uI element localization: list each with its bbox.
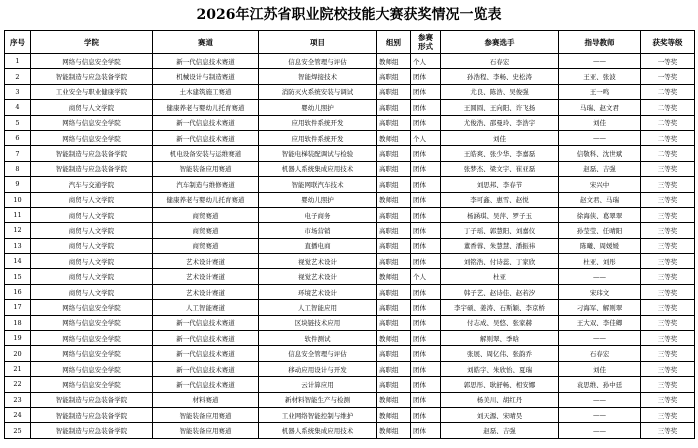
cell-project: 云计算应用 (259, 377, 377, 392)
cell-format: 团体 (411, 377, 441, 392)
cell-format: 团体 (411, 407, 441, 422)
table-row (5, 161, 695, 176)
cell-group: 教师组 (377, 407, 411, 422)
cell-group: 高职组 (377, 361, 411, 376)
cell-contestants: 杜亚 (441, 269, 559, 284)
cell-index: 14 (5, 254, 31, 269)
cell-award: 二等奖 (641, 130, 695, 145)
cell-group: 高职组 (377, 69, 411, 84)
cell-instructors: 赵文君、马瑞 (559, 192, 641, 207)
cell-instructors: 王一鸣 (559, 84, 641, 99)
cell-project: 新材料智能生产与检测 (259, 392, 377, 407)
cell-project: 直播电商 (259, 238, 377, 253)
cell-format: 团体 (411, 84, 441, 99)
cell-instructors: 宋玮文 (559, 284, 641, 299)
cell-contestants: 尤良、陈浩、吴俊强 (441, 84, 559, 99)
cell-index: 1 (5, 54, 31, 69)
cell-award: 二等奖 (641, 115, 695, 130)
table-row (5, 84, 695, 99)
table-row (5, 346, 695, 361)
cell-track: 汽车制造与维修赛道 (153, 177, 259, 192)
cell-instructors: —— (559, 54, 641, 69)
cell-project: 智能焊接技术 (259, 69, 377, 84)
cell-track: 新一代信息技术赛道 (153, 115, 259, 130)
cell-format: 团体 (411, 284, 441, 299)
cell-award: 三等奖 (641, 392, 695, 407)
cell-contestants: 孙浩程、李畅、史松涛 (441, 69, 559, 84)
cell-contestants: 刘皓宇、朱欣怡、夏瑞 (441, 361, 559, 376)
table-row (5, 284, 695, 299)
cell-track: 智能装备应用赛道 (153, 161, 259, 176)
table-row (5, 192, 695, 207)
cell-track: 健康养老与婴幼儿托育赛道 (153, 100, 259, 115)
cell-college: 网络与信息安全学院 (31, 361, 153, 376)
cell-index: 10 (5, 192, 31, 207)
cell-award: 二等奖 (641, 100, 695, 115)
cell-instructors: 刘佳 (559, 361, 641, 376)
cell-index: 9 (5, 177, 31, 192)
cell-format: 团体 (411, 161, 441, 176)
cell-award: 三等奖 (641, 177, 695, 192)
cell-college: 网络与信息安全学院 (31, 54, 153, 69)
cell-award: 三等奖 (641, 238, 695, 253)
cell-instructors: 袁思维、孙中廷 (559, 377, 641, 392)
cell-group: 高职组 (377, 284, 411, 299)
cell-track: 新一代信息技术赛道 (153, 377, 259, 392)
cell-contestants: 杨美川、胡红丹 (441, 392, 559, 407)
table-row (5, 130, 695, 145)
cell-group: 教师组 (377, 423, 411, 438)
cell-college: 网络与信息安全学院 (31, 331, 153, 346)
cell-track: 机电设备安装与运维赛道 (153, 146, 259, 161)
table-row (5, 207, 695, 222)
cell-instructors: 杜亚、刘彤 (559, 254, 641, 269)
header-instructors: 指导教师 (559, 31, 641, 54)
header-track: 赛道 (153, 31, 259, 54)
cell-college: 网络与信息安全学院 (31, 300, 153, 315)
cell-contestants: 张展、周亿伟、张韵乔 (441, 346, 559, 361)
cell-project: 应用软件系统开发 (259, 130, 377, 145)
cell-college: 商贸与人文学院 (31, 100, 153, 115)
cell-index: 11 (5, 207, 31, 222)
cell-group: 高职组 (377, 207, 411, 222)
cell-instructors: 孙莹莹、任晴阳 (559, 223, 641, 238)
cell-award: 三等奖 (641, 284, 695, 299)
cell-index: 7 (5, 146, 31, 161)
cell-format: 团体 (411, 146, 441, 161)
cell-college: 网络与信息安全学院 (31, 346, 153, 361)
cell-project: 智能网联汽车技术 (259, 177, 377, 192)
cell-index: 4 (5, 100, 31, 115)
cell-project: 软件测试 (259, 331, 377, 346)
cell-contestants: 付志成、吴悠、张家赫 (441, 315, 559, 330)
cell-award: 三等奖 (641, 346, 695, 361)
table-row (5, 300, 695, 315)
cell-project: 移动应用设计与开发 (259, 361, 377, 376)
cell-instructors: 信敬科、沈世斌 (559, 146, 641, 161)
cell-group: 高职组 (377, 377, 411, 392)
cell-index: 22 (5, 377, 31, 392)
cell-award: 三等奖 (641, 377, 695, 392)
cell-college: 网络与信息安全学院 (31, 115, 153, 130)
cell-track: 智能装备应用赛道 (153, 407, 259, 422)
cell-instructors: 马瑞、赵文君 (559, 100, 641, 115)
cell-instructors: 赵磊、吉强 (559, 161, 641, 176)
cell-project: 应用软件系统开发 (259, 115, 377, 130)
cell-group: 高职组 (377, 238, 411, 253)
cell-college: 商贸与人文学院 (31, 238, 153, 253)
cell-contestants: 石春宏 (441, 54, 559, 69)
cell-track: 人工智能赛道 (153, 300, 259, 315)
cell-award: 三等奖 (641, 192, 695, 207)
cell-instructors: 刁海军、解则翠 (559, 300, 641, 315)
cell-track: 健康养老与婴幼儿托育赛道 (153, 192, 259, 207)
table-row (5, 100, 695, 115)
cell-contestants: 解则翠、季晗 (441, 331, 559, 346)
cell-project: 信息安全管理与评估 (259, 54, 377, 69)
cell-college: 工业安全与职业健康学院 (31, 84, 153, 99)
cell-instructors: —— (559, 331, 641, 346)
table-row (5, 361, 695, 376)
cell-project: 视觉艺术设计 (259, 269, 377, 284)
cell-format: 团体 (411, 300, 441, 315)
cell-college: 智能制造与应急装备学院 (31, 407, 153, 422)
cell-project: 视觉艺术设计 (259, 254, 377, 269)
cell-college: 商贸与人文学院 (31, 192, 153, 207)
cell-track: 新一代信息技术赛道 (153, 54, 259, 69)
table-row (5, 223, 695, 238)
cell-format: 个人 (411, 269, 441, 284)
cell-contestants: 刘铭浩、付诗蕊、丁家欣 (441, 254, 559, 269)
cell-project: 区块链技术应用 (259, 315, 377, 330)
header-index: 序号 (5, 31, 31, 54)
cell-college: 网络与信息安全学院 (31, 377, 153, 392)
cell-format: 团体 (411, 223, 441, 238)
cell-instructors: 王大双、李佳卿 (559, 315, 641, 330)
cell-group: 教师组 (377, 130, 411, 145)
cell-award: 二等奖 (641, 84, 695, 99)
cell-group: 高职组 (377, 346, 411, 361)
cell-group: 教师组 (377, 331, 411, 346)
cell-college: 商贸与人文学院 (31, 207, 153, 222)
header-group: 组别 (377, 31, 411, 54)
cell-college: 智能制造与应急装备学院 (31, 161, 153, 176)
cell-index: 23 (5, 392, 31, 407)
cell-college: 智能制造与应急装备学院 (31, 423, 153, 438)
cell-track: 商贸赛道 (153, 207, 259, 222)
cell-index: 21 (5, 361, 31, 376)
cell-contestants: 李可鑫、惠雪、赵悦 (441, 192, 559, 207)
cell-index: 8 (5, 161, 31, 176)
cell-award: 一等奖 (641, 69, 695, 84)
cell-contestants: 王圆圆、王向阳、许飞扬 (441, 100, 559, 115)
cell-college: 智能制造与应急装备学院 (31, 69, 153, 84)
cell-instructors: 徐海侠、葛翠翠 (559, 207, 641, 222)
cell-contestants: 韩子艺、赵诗佳、赵若汐 (441, 284, 559, 299)
cell-college: 商贸与人文学院 (31, 284, 153, 299)
cell-award: 三等奖 (641, 315, 695, 330)
cell-group: 高职组 (377, 177, 411, 192)
cell-contestants: 赵磊、吉强 (441, 423, 559, 438)
cell-track: 艺术设计赛道 (153, 284, 259, 299)
cell-group: 高职组 (377, 146, 411, 161)
cell-track: 艺术设计赛道 (153, 254, 259, 269)
cell-group: 高职组 (377, 315, 411, 330)
cell-project: 婴幼儿照护 (259, 192, 377, 207)
cell-index: 16 (5, 284, 31, 299)
cell-project: 市场营销 (259, 223, 377, 238)
cell-format: 团体 (411, 207, 441, 222)
cell-college: 网络与信息安全学院 (31, 315, 153, 330)
cell-format: 团体 (411, 100, 441, 115)
cell-index: 24 (5, 407, 31, 422)
cell-format: 团体 (411, 238, 441, 253)
cell-format: 个人 (411, 130, 441, 145)
cell-format: 团体 (411, 254, 441, 269)
cell-project: 电子商务 (259, 207, 377, 222)
table-row (5, 177, 695, 192)
cell-college: 商贸与人文学院 (31, 269, 153, 284)
cell-contestants: 董香蓉、朱慧慧、潘振祎 (441, 238, 559, 253)
cell-group: 高职组 (377, 100, 411, 115)
cell-instructors: 王亚、张波 (559, 69, 641, 84)
cell-college: 智能制造与应急装备学院 (31, 392, 153, 407)
cell-contestants: 尤俊浩、邵曼玲、李浩宇 (441, 115, 559, 130)
table-row (5, 115, 695, 130)
cell-award: 二等奖 (641, 146, 695, 161)
cell-award: 三等奖 (641, 423, 695, 438)
cell-contestants: 王皓爽、张少华、李嘉磊 (441, 146, 559, 161)
cell-track: 新一代信息技术赛道 (153, 331, 259, 346)
table-row (5, 146, 695, 161)
cell-index: 19 (5, 331, 31, 346)
cell-index: 2 (5, 69, 31, 84)
cell-group: 高职组 (377, 115, 411, 130)
cell-award: 三等奖 (641, 207, 695, 222)
cell-award: 三等奖 (641, 254, 695, 269)
cell-track: 土木建筑施工赛道 (153, 84, 259, 99)
cell-format: 团体 (411, 346, 441, 361)
cell-group: 教师组 (377, 269, 411, 284)
header-contestants: 参赛选手 (441, 31, 559, 54)
table-row (5, 331, 695, 346)
cell-index: 3 (5, 84, 31, 99)
cell-index: 5 (5, 115, 31, 130)
cell-award: 三等奖 (641, 407, 695, 422)
cell-track: 艺术设计赛道 (153, 269, 259, 284)
cell-track: 机械设计与制造赛道 (153, 69, 259, 84)
cell-instructors: —— (559, 269, 641, 284)
cell-track: 新一代信息技术赛道 (153, 346, 259, 361)
cell-award: 三等奖 (641, 331, 695, 346)
cell-format: 个人 (411, 54, 441, 69)
table-row (5, 407, 695, 422)
cell-instructors: —— (559, 130, 641, 145)
cell-group: 教师组 (377, 192, 411, 207)
cell-award: 三等奖 (641, 300, 695, 315)
cell-contestants: 张梦杰、梁文宇、崔亚磊 (441, 161, 559, 176)
cell-index: 13 (5, 238, 31, 253)
header-college: 学院 (31, 31, 153, 54)
table-row (5, 269, 695, 284)
cell-format: 团体 (411, 115, 441, 130)
cell-index: 12 (5, 223, 31, 238)
cell-college: 商贸与人文学院 (31, 254, 153, 269)
cell-group: 教师组 (377, 54, 411, 69)
cell-format: 团体 (411, 392, 441, 407)
cell-contestants: 丁子瑶、郭慧阳、刘嘉仪 (441, 223, 559, 238)
cell-format: 团体 (411, 423, 441, 438)
cell-group: 高职组 (377, 254, 411, 269)
cell-group: 高职组 (377, 84, 411, 99)
cell-instructors: —— (559, 423, 641, 438)
cell-index: 20 (5, 346, 31, 361)
cell-track: 新一代信息技术赛道 (153, 130, 259, 145)
header-award: 获奖等级 (641, 31, 695, 54)
awards-table (4, 30, 695, 439)
cell-contestants: 刘天源、宋晴昊 (441, 407, 559, 422)
table-row (5, 238, 695, 253)
table-row (5, 254, 695, 269)
cell-format: 团体 (411, 361, 441, 376)
cell-format: 团体 (411, 177, 441, 192)
cell-track: 商贸赛道 (153, 223, 259, 238)
cell-index: 25 (5, 423, 31, 438)
cell-contestants: 郭思彤、耿舒畅、相安娜 (441, 377, 559, 392)
cell-project: 环境艺术设计 (259, 284, 377, 299)
cell-index: 6 (5, 130, 31, 145)
cell-track: 商贸赛道 (153, 238, 259, 253)
cell-format: 团体 (411, 331, 441, 346)
table-row (5, 54, 695, 69)
cell-college: 汽车与交通学院 (31, 177, 153, 192)
table-header-row (5, 31, 695, 54)
cell-format: 团体 (411, 69, 441, 84)
cell-contestants: 李宇硕、姜涛、石斯颖、李京桥 (441, 300, 559, 315)
cell-instructors: —— (559, 392, 641, 407)
cell-project: 消防灭火系统安装与调试 (259, 84, 377, 99)
cell-index: 18 (5, 315, 31, 330)
table-row (5, 423, 695, 438)
cell-contestants: 杨涵琪、吴萍、罗子玉 (441, 207, 559, 222)
cell-track: 智能装备应用赛道 (153, 423, 259, 438)
cell-award: 三等奖 (641, 269, 695, 284)
cell-format: 团体 (411, 315, 441, 330)
cell-format: 团体 (411, 192, 441, 207)
cell-track: 材料赛道 (153, 392, 259, 407)
cell-group: 高职组 (377, 161, 411, 176)
cell-award: 一等奖 (641, 54, 695, 69)
cell-college: 商贸与人文学院 (31, 223, 153, 238)
cell-group: 高职组 (377, 223, 411, 238)
table-row (5, 377, 695, 392)
cell-group: 教师组 (377, 392, 411, 407)
cell-project: 机器人系统集成应用技术 (259, 161, 377, 176)
table-row (5, 69, 695, 84)
cell-college: 智能制造与应急装备学院 (31, 146, 153, 161)
cell-project: 信息安全管理与评估 (259, 346, 377, 361)
cell-index: 15 (5, 269, 31, 284)
header-format: 参赛 形式 (411, 31, 441, 54)
cell-project: 工业网络智能控制与维护 (259, 407, 377, 422)
cell-group: 高职组 (377, 300, 411, 315)
cell-contestants: 刘思邦、李春节 (441, 177, 559, 192)
header-project: 项目 (259, 31, 377, 54)
cell-instructors: 石春宏 (559, 346, 641, 361)
cell-project: 机器人系统集成应用技术 (259, 423, 377, 438)
cell-project: 婴幼儿照护 (259, 100, 377, 115)
cell-award: 三等奖 (641, 161, 695, 176)
cell-instructors: 陈曦、周媛媛 (559, 238, 641, 253)
table-row (5, 392, 695, 407)
cell-college: 网络与信息安全学院 (31, 130, 153, 145)
cell-track: 新一代信息技术赛道 (153, 315, 259, 330)
table-row (5, 315, 695, 330)
cell-index: 17 (5, 300, 31, 315)
cell-award: 三等奖 (641, 223, 695, 238)
page-title: 2026年江苏省职业院校技能大赛获奖情况一览表 (196, 7, 502, 23)
cell-instructors: —— (559, 407, 641, 422)
cell-instructors: 宋兴中 (559, 177, 641, 192)
cell-instructors: 刘佳 (559, 115, 641, 130)
cell-track: 新一代信息技术赛道 (153, 361, 259, 376)
cell-contestants: 刘佳 (441, 130, 559, 145)
cell-award: 三等奖 (641, 361, 695, 376)
cell-project: 智能电梯装配调试与检验 (259, 146, 377, 161)
cell-project: 人工智能应用 (259, 300, 377, 315)
